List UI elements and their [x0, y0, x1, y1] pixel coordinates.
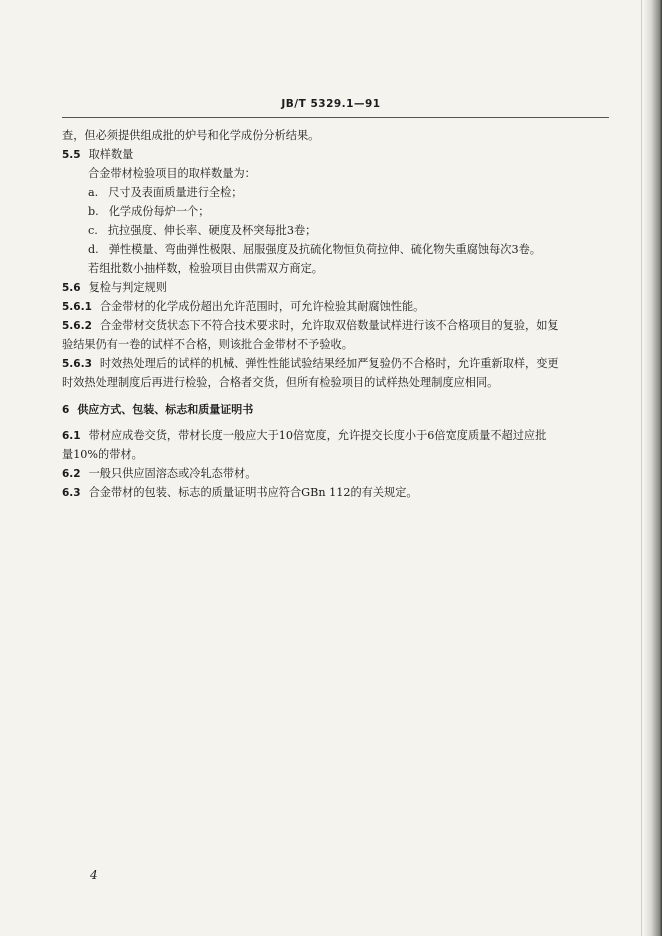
list-item-a: a. 尺寸及表面质量进行全检；: [88, 186, 243, 199]
scan-shadow-line: [641, 0, 642, 936]
section-5-6-2-line1: 5.6.2 合金带材交货状态下不符合技术要求时，允许取双倍数量试样进行该不合格项目的复验，如复: [62, 319, 559, 332]
page-number: 4: [90, 868, 98, 882]
list-item-c: c. 抗拉强度、伸长率、硬度及杯突每批3卷；: [88, 224, 317, 237]
section-6-2: 6.2 一般只供应固溶态或冷轧态带材。: [62, 467, 257, 480]
section-5-6-1: 5.6.1 合金带材的化学成份超出允许范围时，可允许检验其耐腐蚀性能。: [62, 300, 425, 313]
list-item-d: d. 弹性模量、弯曲弹性极限、屈服强度及抗硫化物恒负荷拉伸、硫化物失重腐蚀每次3卷。: [88, 243, 541, 256]
list-item-b: b. 化学成份每炉一个；: [88, 205, 210, 218]
section-5-5-intro: 合金带材检验项目的取样数量为：: [88, 167, 256, 180]
section-5-6-3-line2: 时效热处理制度后再进行检验，合格者交货，但所有检验项目的试样热处理制度应相同。: [62, 376, 499, 389]
section-5-5-note: 若组批数小抽样数，检验项目由供需双方商定。: [88, 262, 323, 275]
section-5-5-heading: 5.5 取样数量: [62, 148, 134, 161]
section-6-3: 6.3 合金带材的包装、标志的质量证明书应符合GBn 112的有关规定。: [62, 486, 418, 499]
section-6-1-line2: 量10%的带材。: [62, 448, 143, 461]
section-5-6-3-line1: 5.6.3 时效热处理后的试样的机械、弹性性能试验结果经加严复验仍不合格时，允许重新取样，变更: [62, 357, 559, 370]
section-6-1-line1: 6.1 带材应成卷交货，带材长度一般应大于10倍宽度，允许提交长度小于6倍宽度质量不超过应批: [62, 429, 547, 442]
section-5-6-heading: 5.6 复检与判定规则: [62, 281, 167, 294]
continuation-line: 查，但必须提供组成批的炉号和化学成份分析结果。: [62, 129, 320, 142]
header-rule: [62, 117, 609, 118]
section-6-heading: 6 供应方式、包装、标志和质量证明书: [62, 403, 254, 416]
section-5-6-2-line2: 验结果仍有一卷的试样不合格，则该批合金带材不予验收。: [62, 338, 353, 351]
scan-shadow-edge: [644, 0, 662, 936]
document-header: JB/T 5329.1—91: [281, 98, 381, 110]
